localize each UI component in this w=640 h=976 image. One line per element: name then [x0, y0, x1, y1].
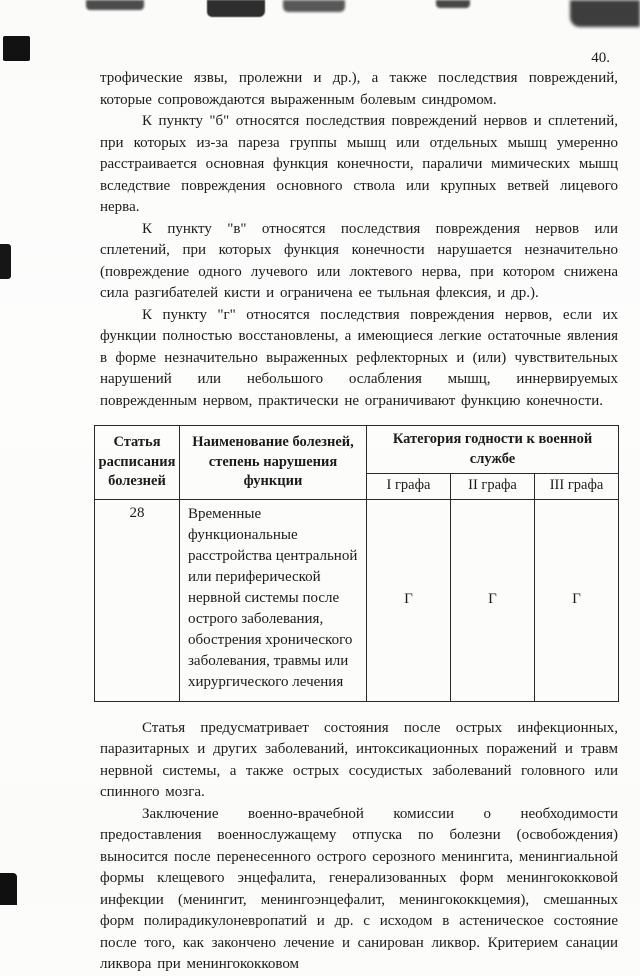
header-grade-1: I графа	[367, 474, 451, 500]
cell-disease-name: Временные функциональные расстройства центральной или периферической нервной системы после острого заболевания, обострения хронического заболевания, травмы или хирургического лечения	[180, 499, 367, 701]
header-disease-name-column: Наименование болезней, степень нарушения функции	[180, 426, 367, 500]
scan-artifact	[283, 0, 345, 12]
cell-grade-2: Г	[451, 499, 535, 701]
paragraph-point-b: К пункту "б" относятся последствия повреждений нервов и сплетений, при которых из-за пареза группы мышц или отдельных мышц умеренно расстраивается основная функция конечности, параличи мимических мышц вследствие повреждения основного ствола или крупных ветвей лицевого нерва.	[100, 113, 618, 215]
cell-grade-3: Г	[535, 499, 619, 701]
disease-schedule-table	[94, 425, 619, 702]
paragraph-point-g: К пункту "г" относятся последствия повреждения нервов, если их функции полностью восстановлены, а имеющиеся легкие остаточные явления в форме незначительно выраженных рефлекторных и (или) чувствительных нарушений или небольшого ослабления мышц, иннервируемых поврежденным нервом, практически не ограничивают функцию конечности.	[100, 306, 618, 409]
cell-grade-1: Г	[367, 499, 451, 701]
page-number: 40.	[591, 50, 610, 66]
paragraph-intro-continuation: трофические язвы, пролежни и др.), а также последствия повреждений, которые сопровождаются выраженным болевым синдромом.	[100, 70, 618, 108]
scan-artifact	[436, 0, 470, 8]
scan-artifact	[3, 36, 30, 61]
cell-article-number: 28	[95, 499, 180, 701]
scan-artifact	[0, 873, 17, 905]
table-row	[95, 499, 619, 701]
paragraph-point-v: К пункту "в" относятся последствия повреждения нервов или сплетений, при которых функция конечности нарушается незначительно (повреждение одного лучевого или локтевого нерва, при котором снижена сила разгибателей кисти и ограничена ее тыльная флексия, и др.).	[100, 220, 618, 301]
header-grade-3: III графа	[535, 474, 619, 500]
header-grade-2: II графа	[451, 474, 535, 500]
scan-artifact	[86, 0, 144, 10]
document-body	[100, 68, 618, 976]
scan-artifact	[207, 0, 265, 17]
header-article-column: Статья расписания болезней	[95, 426, 180, 500]
paragraph-after-table-2: Заключение военно-врачебной комиссии о необходимости предоставления военнослужащему отпуска по болезни (освобождения) выносится после перенесенного острого серозного менингита, менингиальной формы клещевого энцефалита, генерализованных форм менингококковой инфекции (менингит, менингоэнцефалит, менингококкцемия), смешанных форм полирадикулоневропатий и др. с исходом в астеническое состояние после того, как закончено лечение и санирован ликвор. Критерием санации ликвора при менингококковом	[100, 805, 618, 972]
header-fitness-category: Категория годности к военной службе	[367, 426, 619, 474]
paragraph-after-table-1: Статья предусматривает состояния после острых инфекционных, паразитарных и других заболеваний, интоксикационных поражений и травм нервной системы, а также острых сосудистых заболеваний головного или спинного мозга.	[100, 719, 618, 800]
scan-artifact	[0, 244, 11, 279]
table-header-row	[95, 426, 619, 474]
scan-artifact	[570, 0, 640, 27]
